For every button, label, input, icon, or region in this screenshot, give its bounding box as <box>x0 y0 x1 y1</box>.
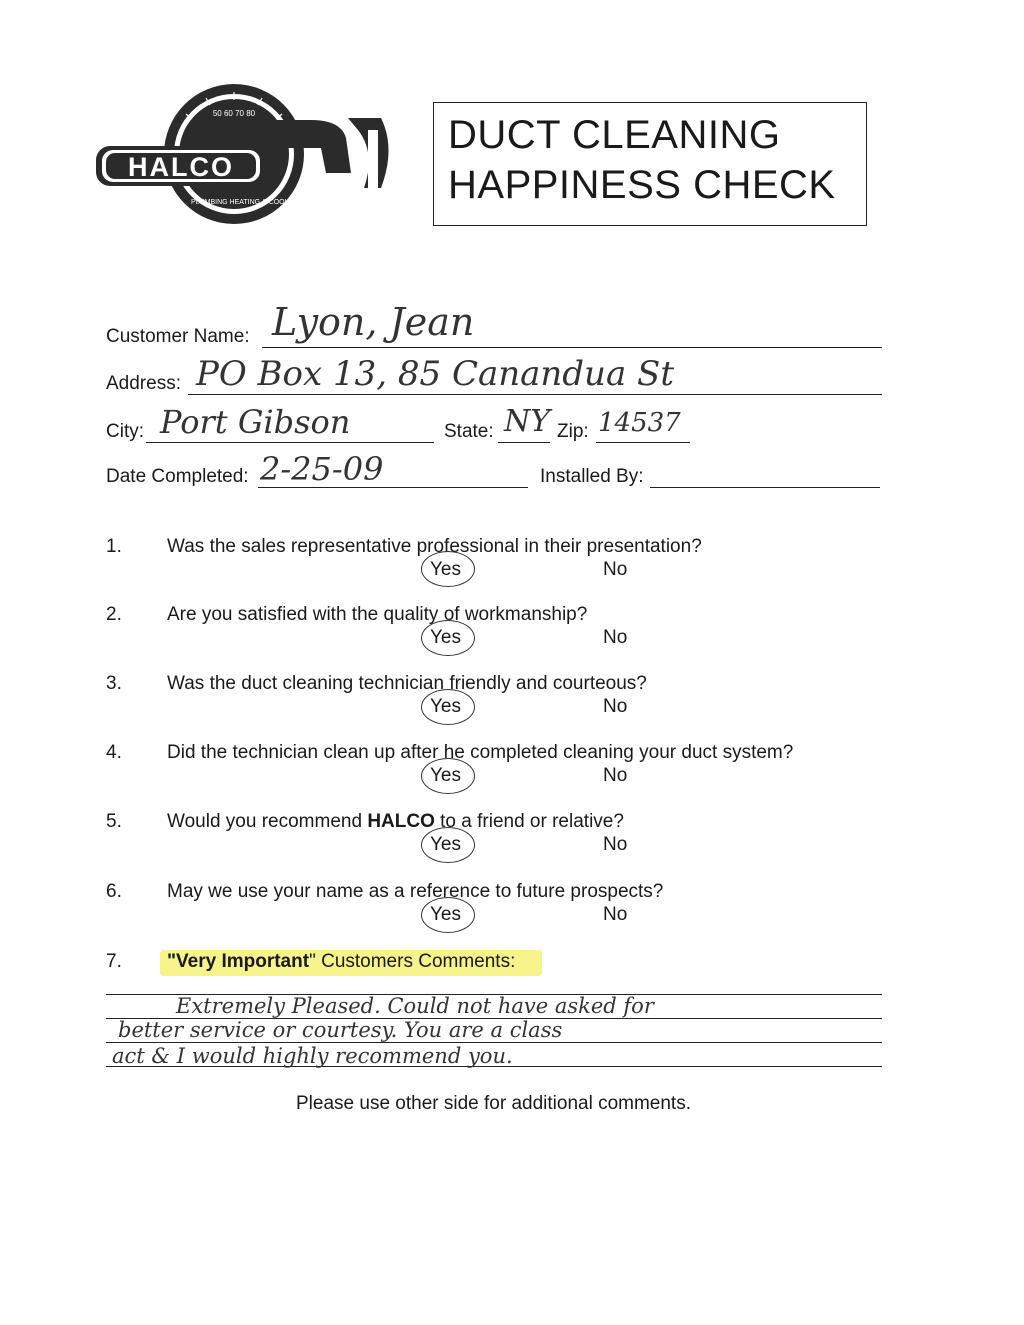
comments-label <box>167 951 515 973</box>
address-field[interactable]: PO Box 13, 85 Canandua St <box>196 354 674 394</box>
yes-option[interactable]: Yes <box>430 834 461 855</box>
question-text-start: Would you recommend <box>167 811 368 832</box>
state-field[interactable]: NY <box>504 404 551 439</box>
question-text-end: to a friend or relative? <box>434 811 624 832</box>
question-text: May we use your name as a reference to future prospects? <box>167 881 664 902</box>
yes-option[interactable]: Yes <box>430 696 461 717</box>
state-line <box>498 442 550 443</box>
city-label: City: <box>106 421 144 442</box>
comments-number: 7. <box>106 951 122 972</box>
form-title-line-1: DUCT CLEANING <box>448 113 781 157</box>
question-text: Are you satisfied with the quality of workmanship? <box>167 604 588 625</box>
halco-brand-text: HALCO <box>367 811 435 832</box>
installed-by-label: Installed By: <box>540 466 644 487</box>
question-number: 4. <box>106 742 122 763</box>
logo-dial-text: 50 60 70 80 <box>212 109 256 118</box>
customer-name-line <box>262 347 882 348</box>
halco-logo <box>96 78 396 230</box>
yes-option[interactable]: Yes <box>430 559 461 580</box>
no-option[interactable]: No <box>603 904 628 925</box>
quote-close: " <box>309 951 316 972</box>
installed-by-line <box>650 487 880 488</box>
question-number: 3. <box>106 673 122 694</box>
city-line <box>146 442 434 443</box>
question-number: 6. <box>106 881 122 902</box>
comment-text-line-1[interactable]: Extremely Pleased. Could not have asked for <box>176 994 654 1018</box>
yes-option[interactable]: Yes <box>430 627 461 648</box>
question-text: Was the sales representative professional in their presentation? <box>167 536 702 557</box>
question-number: 5. <box>106 811 122 832</box>
form-title-line-2: HAPPINESS CHECK <box>448 163 836 207</box>
no-option[interactable]: No <box>603 765 628 786</box>
additional-comments-note: Please use other side for additional comments. <box>296 1093 691 1114</box>
question-number: 2. <box>106 604 122 625</box>
customer-name-field[interactable]: Lyon, Jean <box>272 300 475 344</box>
quote-open: " <box>167 951 177 972</box>
comment-text-line-2[interactable]: better service or courtesy. You are a class <box>118 1018 563 1042</box>
state-label: State: <box>444 421 494 442</box>
zip-label: Zip: <box>557 421 589 442</box>
comment-text-line-3[interactable]: act & I would highly recommend you. <box>112 1044 513 1068</box>
no-option[interactable]: No <box>603 627 628 648</box>
comments-label-rest: Customers Comments: <box>315 951 516 972</box>
address-label: Address: <box>106 373 181 394</box>
question-text: Did the technician clean up after he completed cleaning your duct system? <box>167 742 794 763</box>
halco-logo-graphic <box>96 78 396 230</box>
form-title-box <box>433 102 867 226</box>
no-option[interactable]: No <box>603 696 628 717</box>
yes-option[interactable]: Yes <box>430 904 461 925</box>
comment-rule-3 <box>106 1042 882 1043</box>
very-important-text: Very Important <box>176 951 310 972</box>
logo-brand-text: HALCO <box>128 152 234 182</box>
date-completed-label: Date Completed: <box>106 466 249 487</box>
customer-name-label: Customer Name: <box>106 326 250 347</box>
yes-option[interactable]: Yes <box>430 765 461 786</box>
question-number: 1. <box>106 536 122 557</box>
question-text <box>167 811 624 833</box>
zip-field[interactable]: 14537 <box>598 408 681 438</box>
logo-ring-text: PLUMBING HEATING & COOLING <box>191 199 301 206</box>
date-completed-field[interactable]: 2-25-09 <box>260 450 384 488</box>
question-text: Was the duct cleaning technician friendly and courteous? <box>167 673 647 694</box>
address-line <box>188 394 882 395</box>
zip-line <box>596 442 690 443</box>
city-field[interactable]: Port Gibson <box>160 403 351 441</box>
no-option[interactable]: No <box>603 834 628 855</box>
no-option[interactable]: No <box>603 559 628 580</box>
